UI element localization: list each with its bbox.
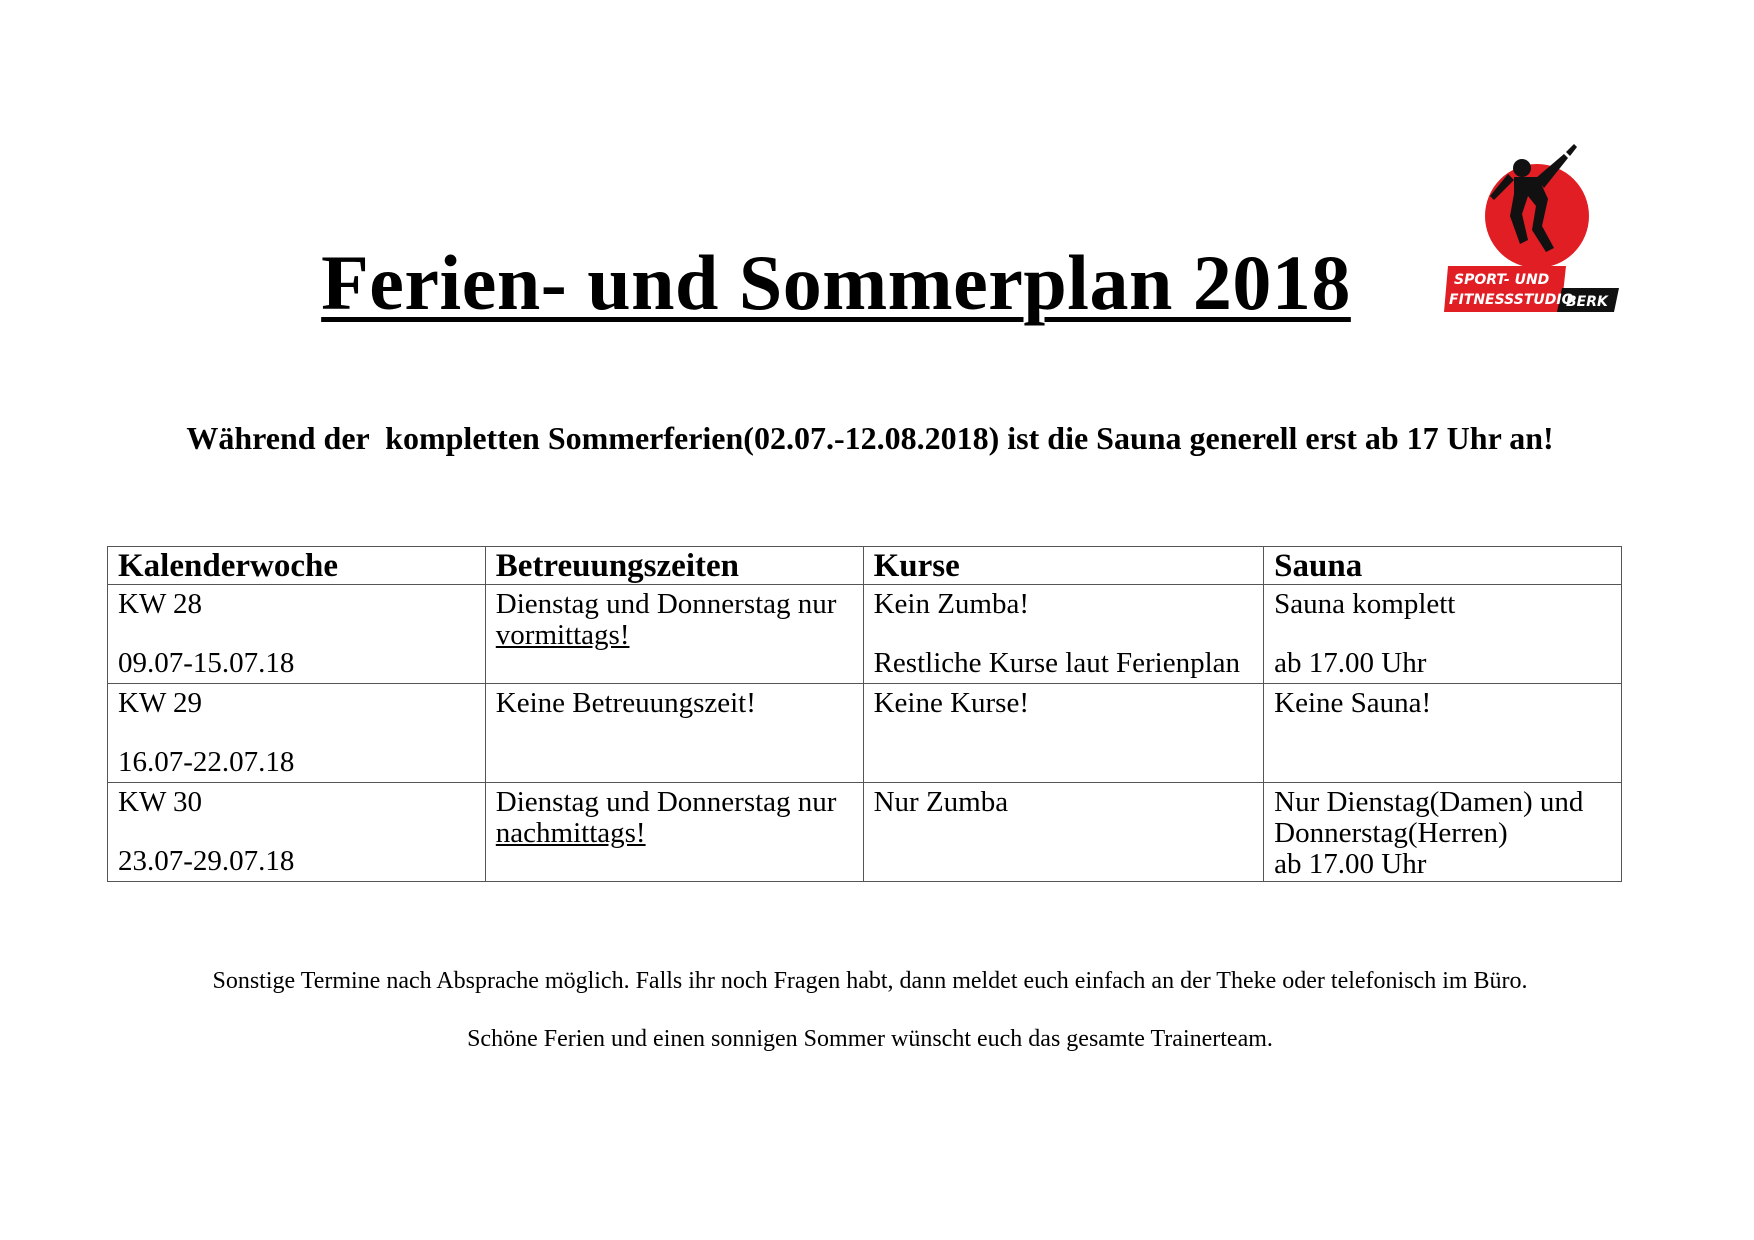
svg-text:SPORT- UND: SPORT- UND [1454, 272, 1550, 288]
sauna-text: Sauna komplett [1274, 588, 1456, 620]
week-label: KW 30 [118, 786, 203, 818]
course-cell [863, 585, 1264, 684]
table-row [108, 684, 1622, 783]
week-cell [108, 684, 486, 783]
care-cell [485, 585, 863, 684]
week-dates: 16.07-22.07.18 [118, 746, 295, 778]
sauna-notice: Während der kompletten Sommerferien(02.07.-12.08.2018) ist die Sauna generell erst ab 17 Uhr an! [186, 420, 1554, 456]
week-label: KW 29 [118, 687, 203, 719]
care-text: Dienstag und Donnerstag nur [495, 588, 837, 620]
course-text: Kein Zumba! [873, 588, 1030, 620]
table-row [108, 585, 1622, 684]
week-cell [108, 783, 486, 882]
header-sauna: Sauna [1264, 547, 1622, 585]
week-dates: 09.07-15.07.18 [118, 647, 295, 679]
week-label: KW 28 [118, 588, 203, 620]
sauna-text: Nur Dienstag(Damen) und [1274, 786, 1584, 818]
course-cell [863, 684, 1264, 783]
footer-line-1: Sonstige Termine nach Absprache möglich. Falls ihr noch Fragen habt, dann meldet euch einfach an der Theke oder telefonisch im Büro. [212, 968, 1528, 994]
sauna-text: Keine Sauna! [1274, 687, 1432, 719]
care-cell [485, 783, 863, 882]
sauna-cell [1264, 585, 1622, 684]
course-note: Restliche Kurse laut Ferienplan [873, 647, 1241, 679]
table-header-row [108, 547, 1622, 585]
schedule-table [107, 546, 1622, 882]
studio-logo [1444, 144, 1624, 322]
page-title: Ferien- und Sommerplan 2018 [321, 239, 1351, 326]
course-text: Nur Zumba [873, 786, 1009, 818]
sauna-cell [1264, 783, 1622, 882]
sauna-time: ab 17.00 Uhr [1274, 647, 1427, 679]
svg-text:FITNESSSTUDIO: FITNESSSTUDIO [1449, 292, 1574, 308]
course-cell [863, 783, 1264, 882]
course-text: Keine Kurse! [873, 687, 1030, 719]
week-cell [108, 585, 486, 684]
sauna-cell [1264, 684, 1622, 783]
care-emphasis: vormittags! [495, 619, 630, 651]
week-dates: 23.07-29.07.18 [118, 845, 295, 877]
header-kalenderwoche: Kalenderwoche [108, 547, 486, 585]
care-cell [485, 684, 863, 783]
header-betreuungszeiten: Betreuungszeiten [485, 547, 863, 585]
care-text: Dienstag und Donnerstag nur [495, 786, 837, 818]
sauna-text-2: Donnerstag(Herren) [1274, 817, 1508, 849]
footer-line-2: Schöne Ferien und einen sonnigen Sommer wünscht euch das gesamte Trainerteam. [467, 1026, 1273, 1052]
care-emphasis: nachmittags! [495, 817, 646, 849]
svg-text:BERK: BERK [1566, 294, 1608, 310]
sauna-time: ab 17.00 Uhr [1274, 848, 1427, 880]
table-row [108, 783, 1622, 882]
care-text: Keine Betreuungszeit! [495, 687, 756, 719]
header-kurse: Kurse [863, 547, 1264, 585]
